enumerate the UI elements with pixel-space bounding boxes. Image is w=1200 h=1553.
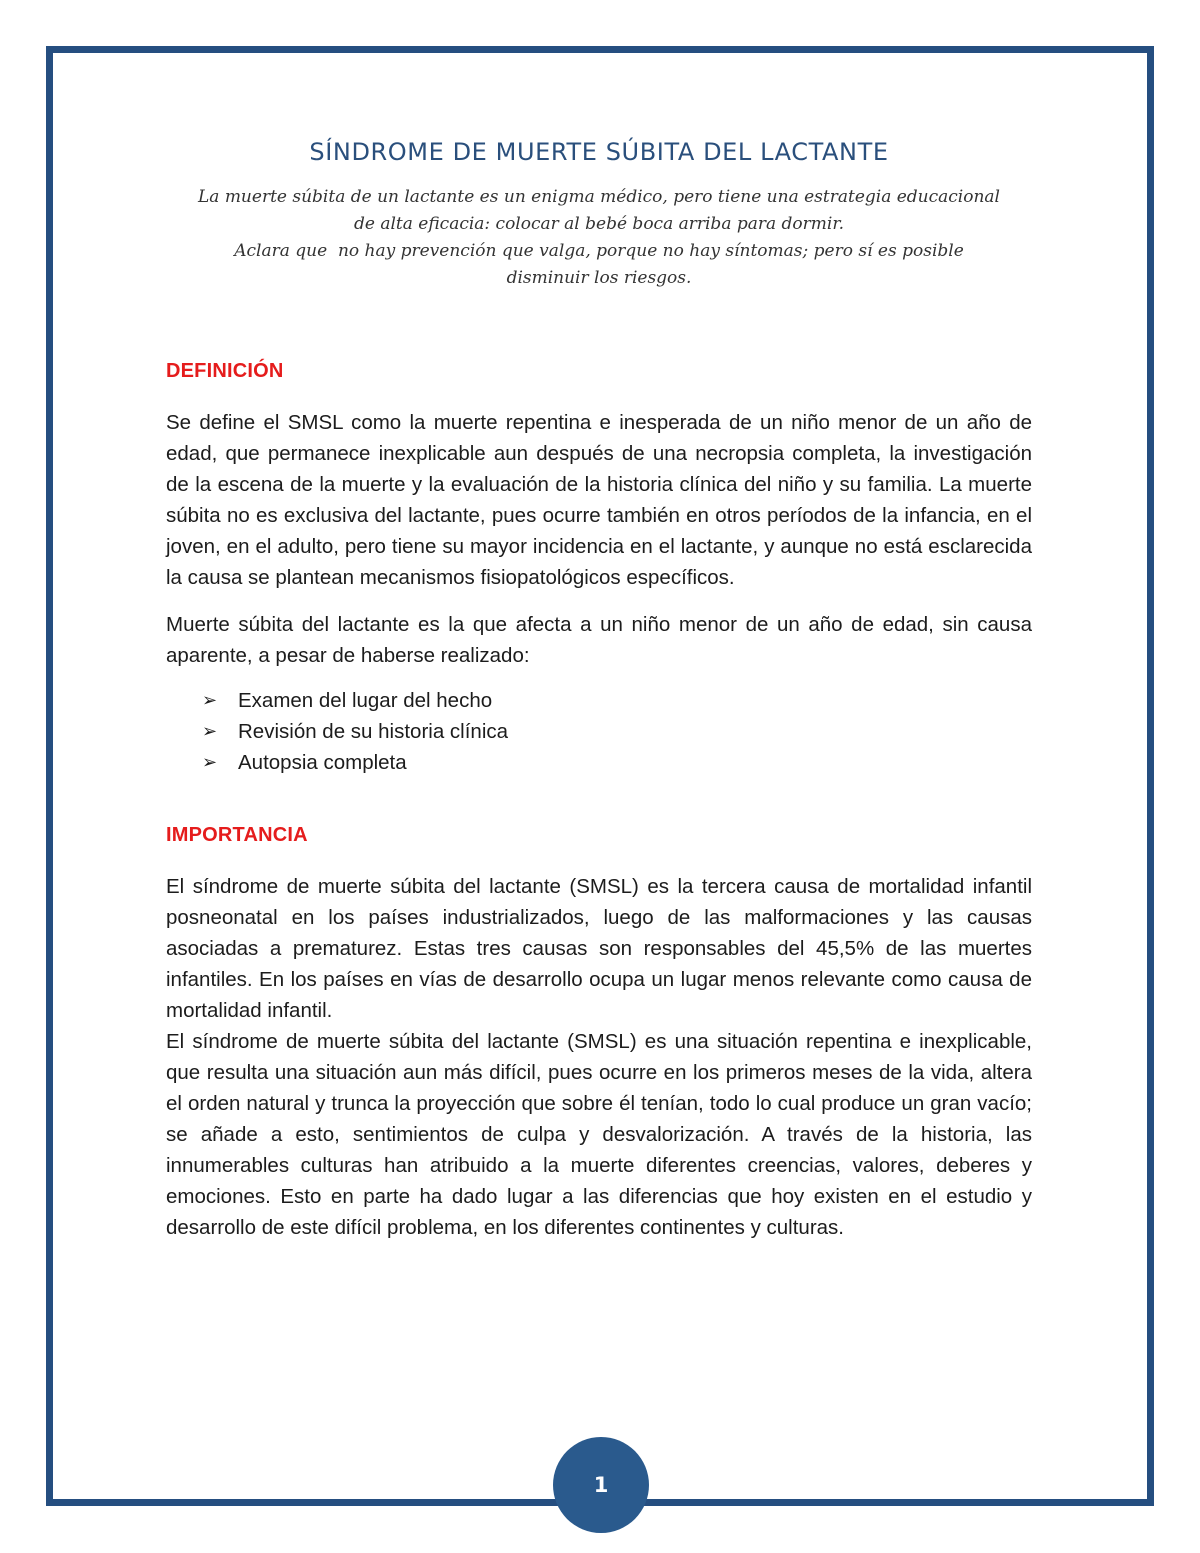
list-item — [166, 747, 1032, 778]
definicion-paragraph: Muerte súbita del lactante es la que afecta a un niño menor de un año de edad, sin causa aparente, a pesar de haberse realizado: — [166, 613, 1032, 667]
intro-line: La muerte súbita de un lactante es un enigma médico, pero tiene una estrategia educacional — [197, 187, 1000, 207]
list-item — [166, 716, 1032, 747]
arrowhead-bullet-icon: ➢ — [202, 721, 218, 741]
page-number: 1 — [593, 1473, 609, 1497]
heading-importancia: IMPORTANCIA — [166, 824, 308, 846]
list-item-text: Revisión de su historia clínica — [238, 720, 509, 743]
intro-line: de alta eficacia: colocar al bebé boca arriba para dormir. — [353, 214, 845, 234]
intro-line: Aclara que no hay prevención que valga, porque no hay síntomas; pero sí es posible — [234, 241, 964, 261]
requirements-list — [166, 685, 1032, 778]
intro-quote — [166, 184, 1032, 292]
document-body — [166, 134, 1032, 1243]
importancia-paragraph: El síndrome de muerte súbita del lactante (SMSL) es la tercera causa de mortalidad infantil posneonatal en los países industrializados, luego de las malformaciones y las causas asociadas a prematurez. Estas tres causas son responsables del 45,5% de las muertes infantiles. En los países en vías de desarrollo ocupa un lugar menos relevante como causa de mortalidad infantil. — [166, 875, 1032, 1022]
importancia-paragraph: El síndrome de muerte súbita del lactante (SMSL) es una situación repentina e inexplicable, que resulta una situación aun más difícil, pues ocurre en los primeros meses de la vida, altera el orden natural y trunca la proyección que sobre él tenían, todo lo cual produce un gran vacío; se añade a esto, sentimientos de culpa y desvalorización. A través de la historia, las innumerables culturas han atribuido a la muerte diferentes creencias, valores, deberes y emociones. Esto en parte ha dado lugar a las diferencias que hoy existen en el estudio y desarrollo de este difícil problema, en los diferentes continentes y culturas. — [166, 1030, 1032, 1239]
arrowhead-bullet-icon: ➢ — [202, 752, 218, 772]
list-item-text: Examen del lugar del hecho — [238, 689, 493, 712]
list-item — [166, 685, 1032, 716]
page-number-badge — [553, 1437, 649, 1533]
document-title: SÍNDROME DE MUERTE SÚBITA DEL LACTANTE — [309, 138, 889, 166]
arrowhead-bullet-icon: ➢ — [202, 690, 218, 710]
intro-line: disminuir los riesgos. — [506, 268, 692, 288]
list-item-text: Autopsia completa — [238, 751, 407, 774]
definicion-paragraph: Se define el SMSL como la muerte repentina e inesperada de un niño menor de un año de edad, que permanece inexplicable aun después de una necropsia completa, la investigación de la escena de la muerte y la evaluación de la historia clínica del niño y su familia. La muerte súbita no es exclusiva del lactante, pues ocurre también en otros períodos de la infancia, en el joven, en el adulto, pero tiene su mayor incidencia en el lactante, y aunque no está esclarecida la causa se plantean mecanismos fisiopatológicos específicos. — [166, 411, 1032, 589]
heading-definicion: DEFINICIÓN — [166, 360, 284, 382]
